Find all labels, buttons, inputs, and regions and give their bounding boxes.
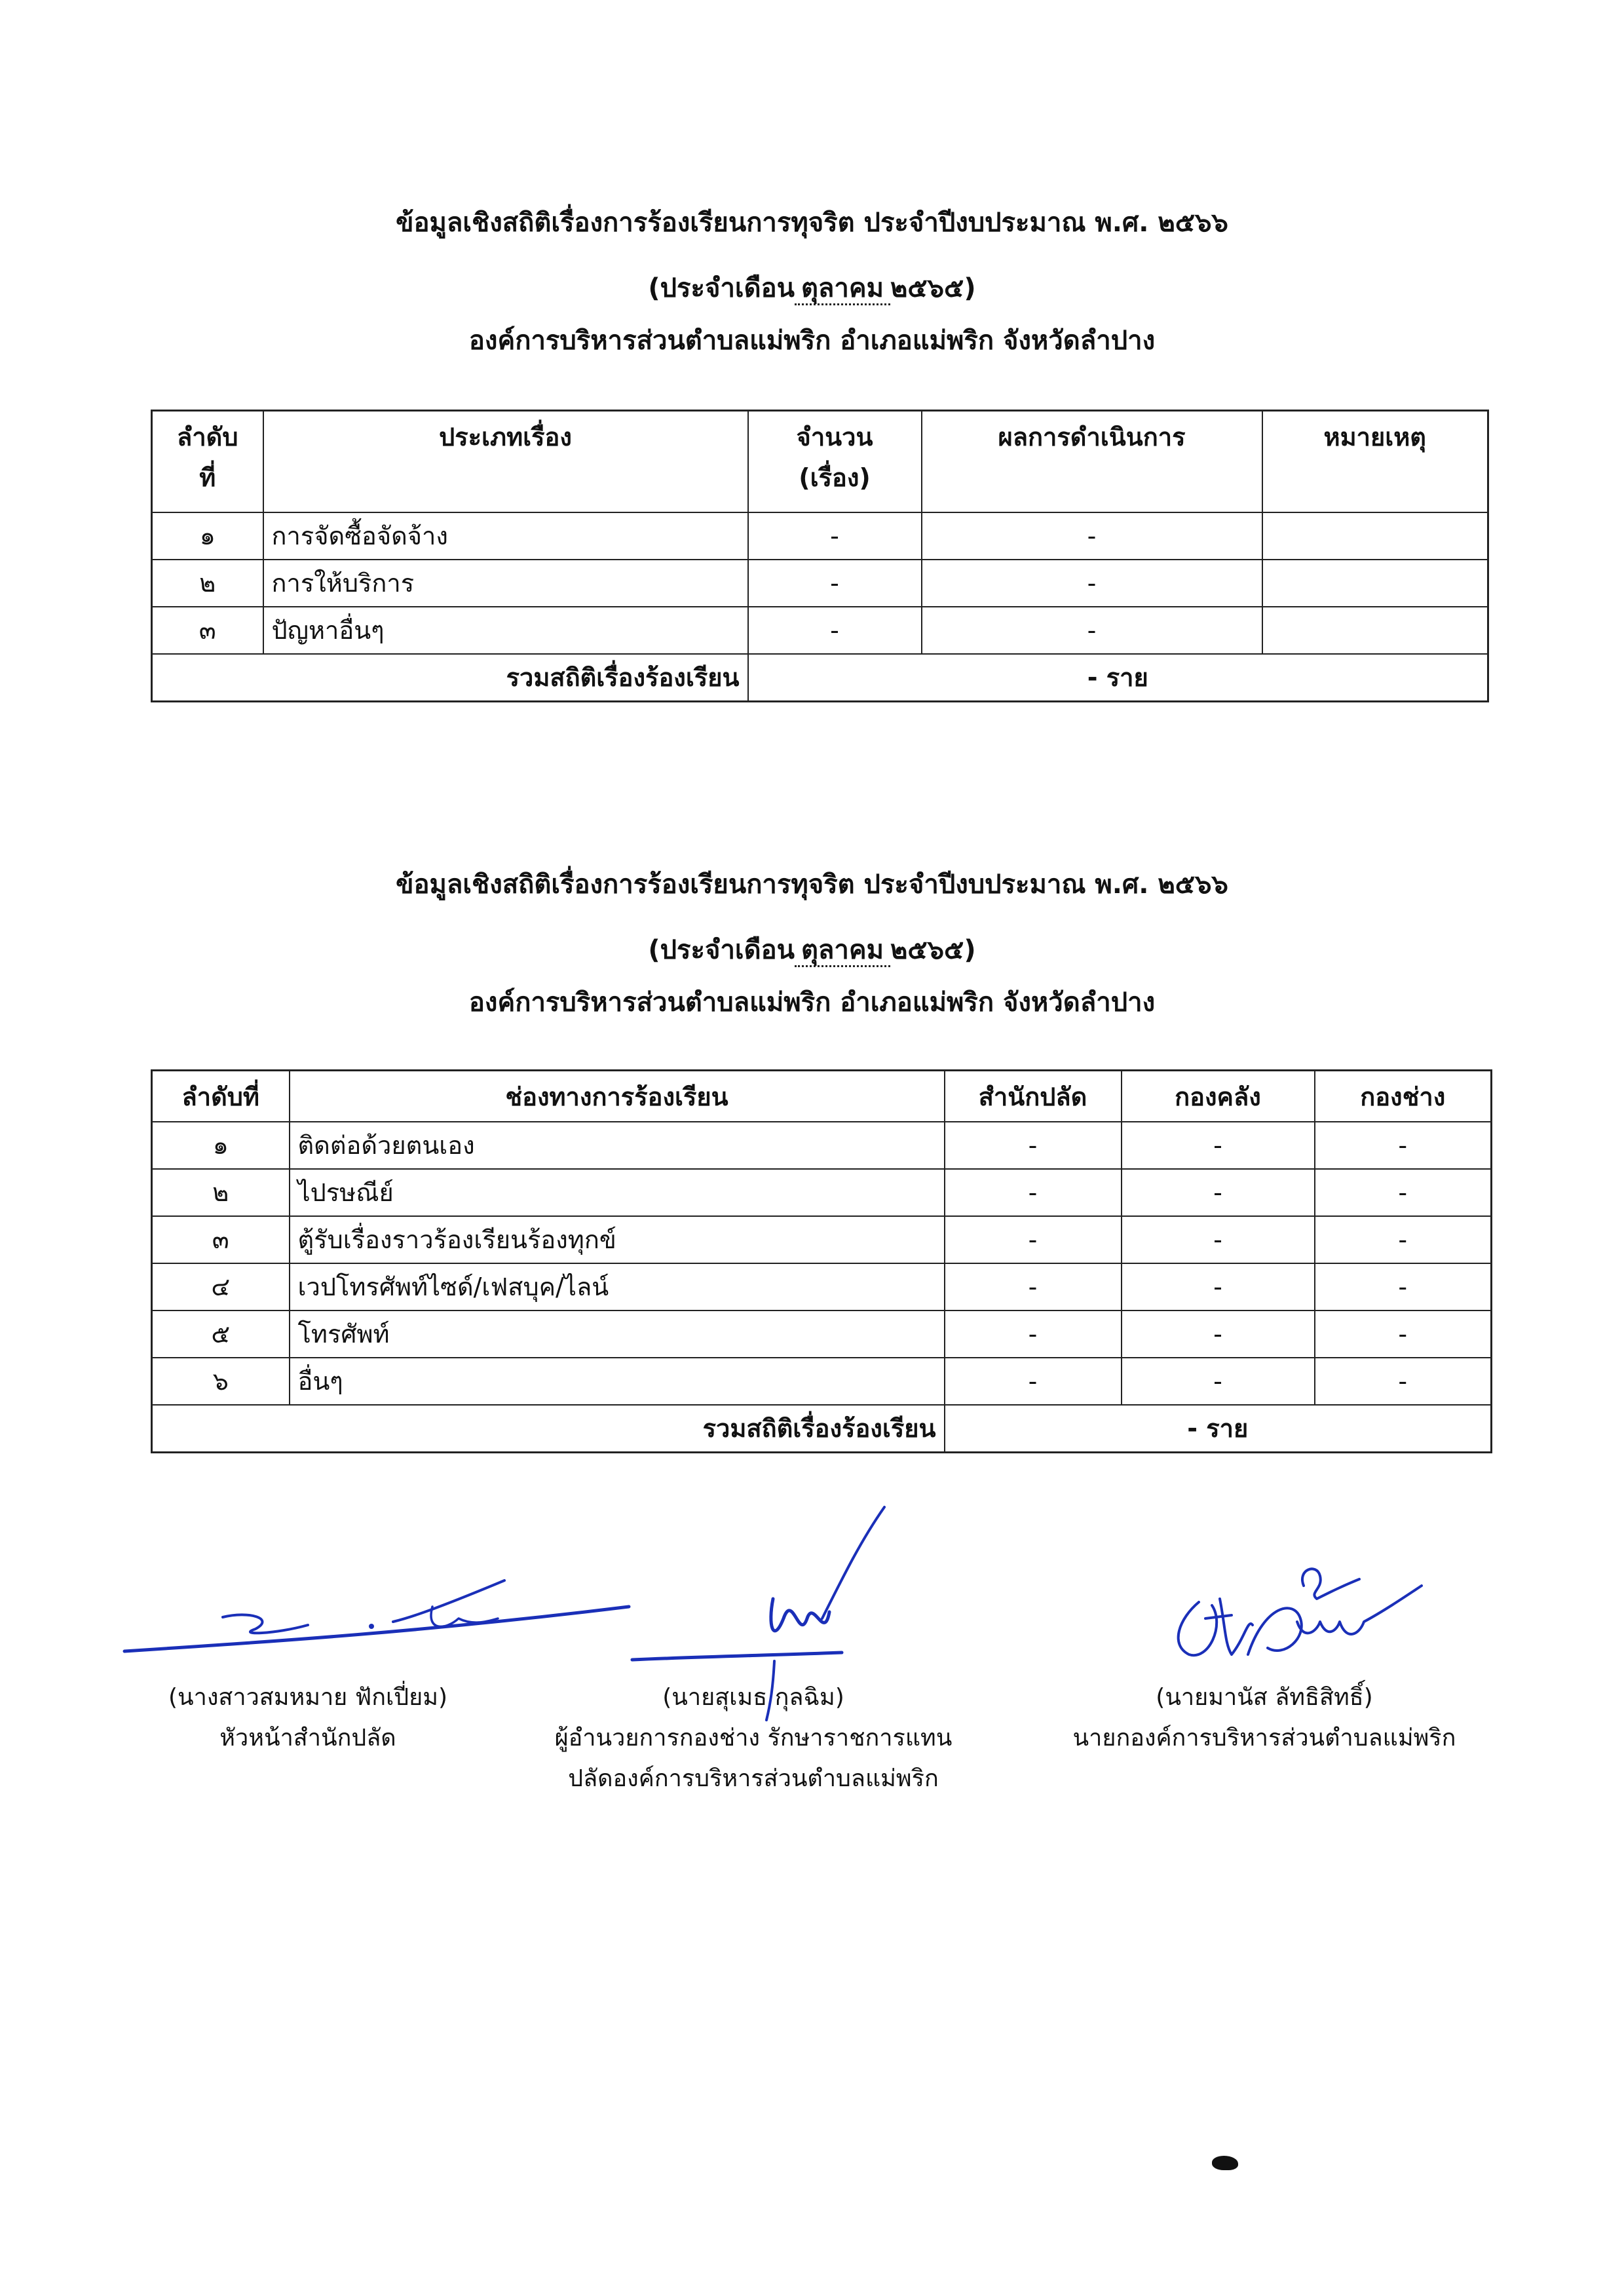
row-no: ๖	[152, 1358, 290, 1405]
row-engineering: -	[1315, 1263, 1492, 1311]
row-engineering: -	[1315, 1311, 1492, 1358]
row-channel: ตู้รับเรื่องราวร้องเรียนร้องทุกข์	[290, 1216, 945, 1263]
table-row	[152, 1169, 1492, 1216]
row-engineering: -	[1315, 1122, 1492, 1169]
row-note	[1262, 560, 1488, 607]
report1-col-no: ลำดับ ที่	[152, 411, 263, 512]
report2-title: ข้อมูลเชิงสถิติเรื่องการร้องเรียนการทุจริต ประจำปีงบประมาณ พ.ศ. ๒๕๖๖	[396, 870, 1228, 900]
row-count: -	[748, 560, 922, 607]
report1-total-value: - ราย	[748, 654, 1488, 702]
table-row	[152, 1122, 1492, 1169]
row-no: ๑	[152, 512, 263, 560]
report2-col-finance: กองคลัง	[1122, 1071, 1315, 1122]
report2-table	[151, 1069, 1492, 1453]
row-result: -	[922, 607, 1262, 654]
row-office: -	[945, 1263, 1122, 1311]
row-office: -	[945, 1169, 1122, 1216]
table-row	[152, 512, 1488, 560]
row-no: ๑	[152, 1122, 290, 1169]
report2-month-line	[0, 924, 1624, 976]
row-channel: โทรศัพท์	[290, 1311, 945, 1358]
report1-header-row	[152, 411, 1488, 512]
row-engineering: -	[1315, 1169, 1492, 1216]
signer-position: หัวหน้าสำนักปลัด	[219, 1725, 396, 1751]
row-note	[1262, 512, 1488, 560]
signer-position: นายกองค์การบริหารส่วนตำบลแม่พริก	[1072, 1725, 1456, 1751]
row-channel: อื่นๆ	[290, 1358, 945, 1405]
report2-total-value: - ราย	[945, 1405, 1492, 1453]
table-row	[152, 1216, 1492, 1263]
row-type: การจัดซื้อจัดจ้าง	[263, 512, 748, 560]
signer-name: (นายมานัส ลัทธิสิทธิ์)	[1156, 1684, 1373, 1711]
report2-col-no: ลำดับที่	[152, 1071, 290, 1122]
report1-col-note: หมายเหตุ	[1262, 411, 1488, 512]
row-engineering: -	[1315, 1216, 1492, 1263]
row-office: -	[945, 1122, 1122, 1169]
row-type: การให้บริการ	[263, 560, 748, 607]
report1-month-year: ๒๕๖๕)	[890, 273, 976, 303]
row-finance: -	[1122, 1216, 1315, 1263]
signature-block-1	[111, 1677, 504, 1759]
ink-blot-mark	[1212, 2156, 1238, 2170]
report1-col-result: ผลการดำเนินการ	[922, 411, 1262, 512]
row-finance: -	[1122, 1358, 1315, 1405]
report1-col-type: ประเภทเรื่อง	[263, 411, 748, 512]
table-row	[152, 1311, 1492, 1358]
row-office: -	[945, 1216, 1122, 1263]
row-type: ปัญหาอื่นๆ	[263, 607, 748, 654]
report1-month-prefix: (ประจำเดือน	[648, 273, 795, 303]
signer-name: (นางสาวสมหมาย ฟักเปี่ยม)	[168, 1684, 448, 1711]
report2-month-year: ๒๕๖๕)	[890, 935, 976, 965]
report2-month-prefix: (ประจำเดือน	[648, 935, 795, 965]
row-finance: -	[1122, 1311, 1315, 1358]
report1-total-label: รวมสถิติเรื่องร้องเรียน	[152, 654, 748, 702]
report2-total-label: รวมสถิติเรื่องร้องเรียน	[152, 1405, 945, 1453]
row-engineering: -	[1315, 1358, 1492, 1405]
row-finance: -	[1122, 1263, 1315, 1311]
row-no: ๒	[152, 560, 263, 607]
report2-col-channel: ช่องทางการร้องเรียน	[290, 1071, 945, 1122]
report2-org: องค์การบริหารส่วนตำบลแม่พริก อำเภอแม่พริก จังหวัดลำปาง	[468, 987, 1156, 1018]
report1-table	[151, 410, 1489, 702]
row-office: -	[945, 1311, 1122, 1358]
report2-header-row	[152, 1071, 1492, 1122]
row-result: -	[922, 512, 1262, 560]
row-channel: เวปโทรศัพท์ไซด์/เฟสบุค/ไลน์	[290, 1263, 945, 1311]
row-channel: ไปรษณีย์	[290, 1169, 945, 1216]
row-finance: -	[1122, 1169, 1315, 1216]
table-row	[152, 607, 1488, 654]
row-no: ๓	[152, 1216, 290, 1263]
row-no: ๕	[152, 1311, 290, 1358]
signer-position-2: ปลัดองค์การบริหารส่วนตำบลแม่พริก	[568, 1765, 939, 1792]
report1-org: องค์การบริหารส่วนตำบลแม่พริก อำเภอแม่พริก จังหวัดลำปาง	[468, 326, 1156, 356]
row-no: ๒	[152, 1169, 290, 1216]
report2-col-engineering: กองช่าง	[1315, 1071, 1492, 1122]
row-count: -	[748, 512, 922, 560]
row-no: ๓	[152, 607, 263, 654]
row-note	[1262, 607, 1488, 654]
report2-total-row	[152, 1405, 1492, 1453]
report1-month: ตุลาคม	[795, 273, 890, 305]
table-row	[152, 560, 1488, 607]
signature-block-3	[1035, 1677, 1494, 1759]
report2-month: ตุลาคม	[795, 935, 890, 967]
signer-name: (นายสุเมธ กุลฉิม)	[662, 1684, 844, 1711]
report1-title: ข้อมูลเชิงสถิติเรื่องการร้องเรียนการทุจริต ประจำปีงบประมาณ พ.ศ. ๒๕๖๖	[396, 208, 1228, 238]
table-row	[152, 1263, 1492, 1311]
signer-position: ผู้อำนวยการกองช่าง รักษาราชการแทน	[554, 1725, 953, 1751]
row-no: ๔	[152, 1263, 290, 1311]
row-channel: ติดต่อด้วยตนเอง	[290, 1122, 945, 1169]
row-finance: -	[1122, 1122, 1315, 1169]
report1-month-line	[0, 262, 1624, 315]
row-count: -	[748, 607, 922, 654]
report1-total-row	[152, 654, 1488, 702]
table-row	[152, 1358, 1492, 1405]
row-office: -	[945, 1358, 1122, 1405]
report1-col-count: จำนวน (เรื่อง)	[748, 411, 922, 512]
row-result: -	[922, 560, 1262, 607]
report2-col-office: สำนักปลัด	[945, 1071, 1122, 1122]
signature-block-2	[524, 1677, 983, 1799]
